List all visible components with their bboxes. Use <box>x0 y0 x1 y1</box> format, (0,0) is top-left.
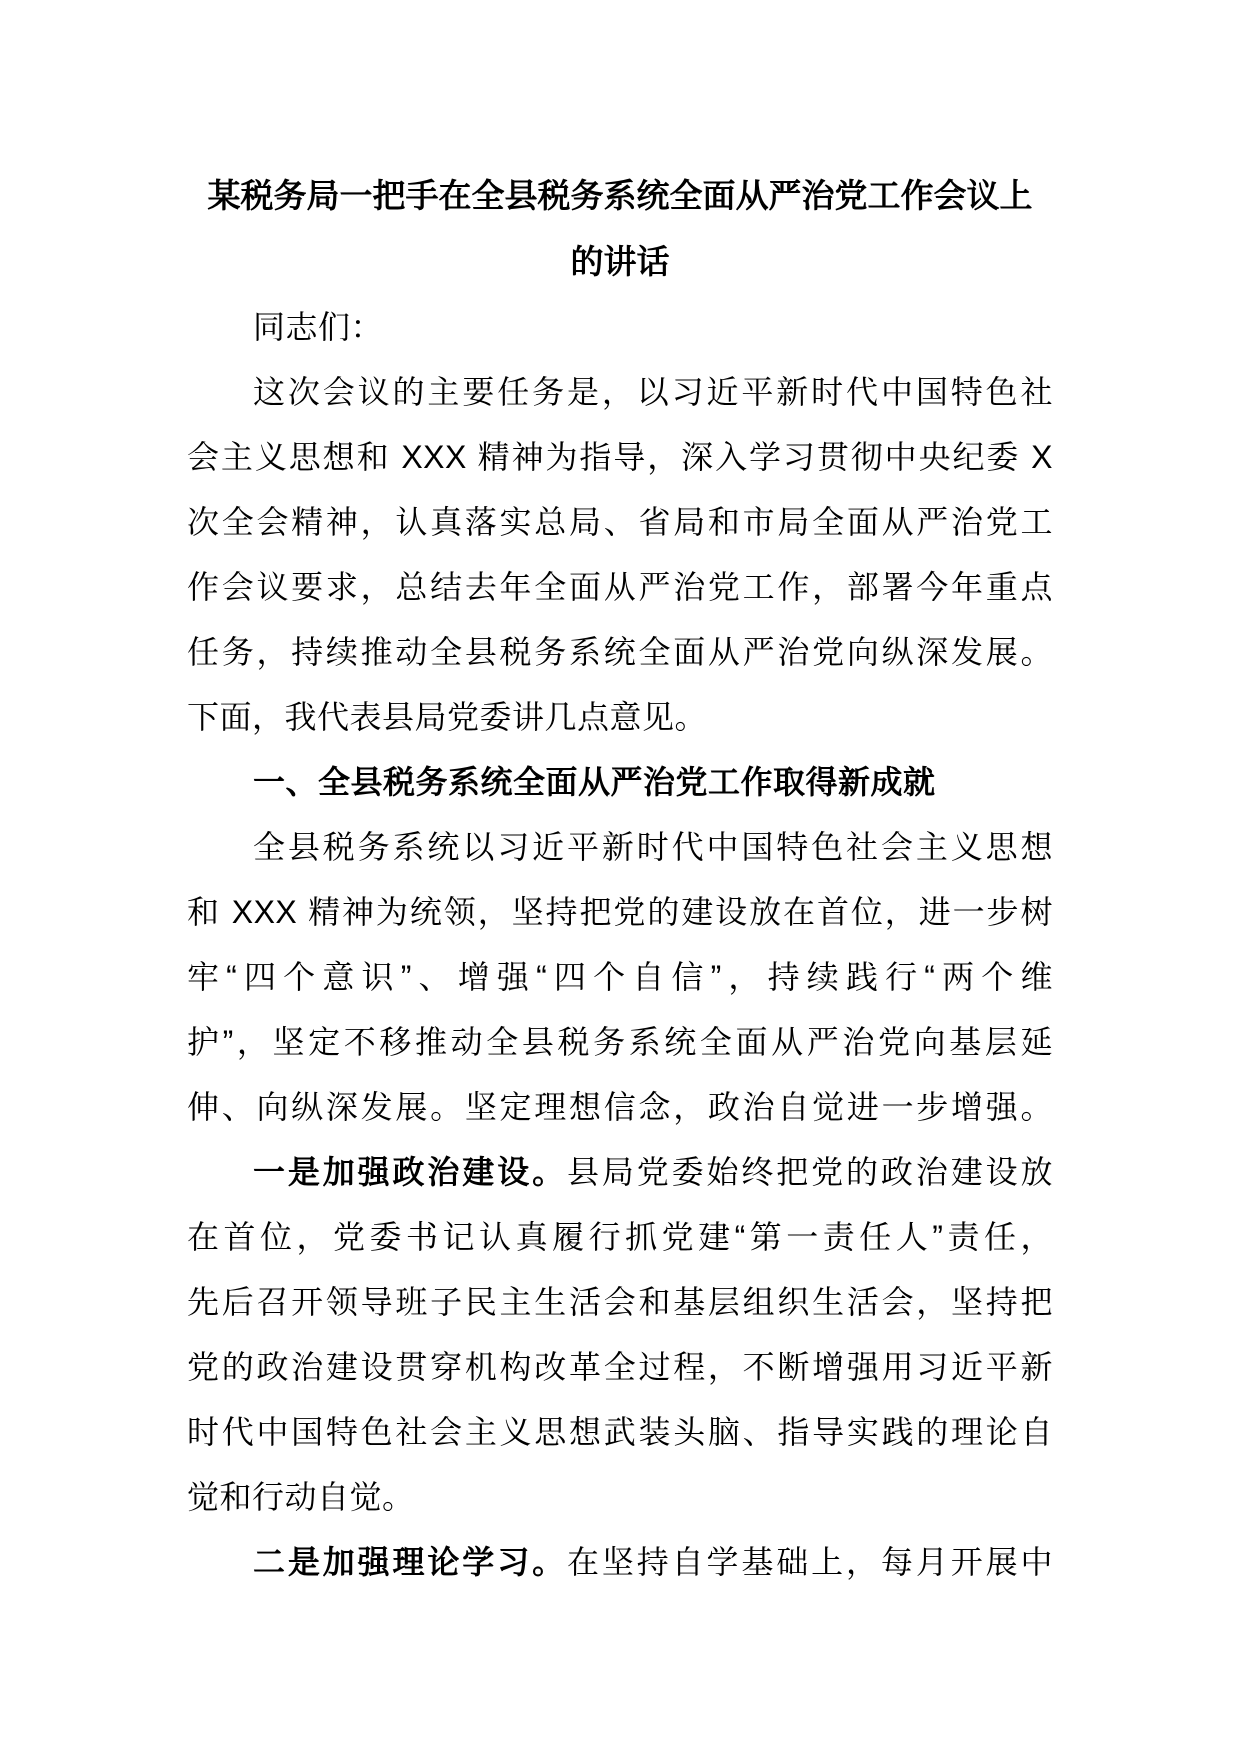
body-line: 次全会精神，认真落实总局、省局和市局全面从严治党工 <box>187 504 1053 540</box>
body-line: 护”，坚定不移推动全县税务系统全面从严治党向基层延 <box>187 1024 1053 1060</box>
body-line: 时代中国特色社会主义思想武装头脑、指导实践的理论自 <box>187 1414 1053 1450</box>
document-title <box>187 163 1053 295</box>
body-line: 先后召开领导班子民主生活会和基层组织生活会，坚持把 <box>187 1284 1053 1320</box>
body-line: 和 XXX 精神为统领，坚持把党的建设放在首位，进一步树 <box>187 894 1053 930</box>
body-line: 作会议要求，总结去年全面从严治党工作，部署今年重点 <box>187 569 1053 605</box>
body-line: 党的政治建设贯穿机构改革全过程，不断增强用习近平新 <box>187 1349 1053 1385</box>
body-line: 下面，我代表县局党委讲几点意见。 <box>187 699 708 735</box>
salutation-line: 同志们： <box>253 309 384 345</box>
line-rest: 在坚持自学基础上，每月开展中 <box>566 1544 1053 1580</box>
body-line: 会主义思想和 XXX 精神为指导，深入学习贯彻中央纪委 X <box>187 439 1053 475</box>
section-heading: 一、全县税务系统全面从严治党工作取得新成就 <box>253 764 936 800</box>
title-line-1: 某税务局一把手在全县税务系统全面从严治党工作会议上 <box>207 177 1033 214</box>
body-line <box>187 1140 1053 1205</box>
bold-lead: 二是加强理论学习。 <box>253 1544 567 1580</box>
body-line: 这次会议的主要任务是，以习近平新时代中国特色社 <box>253 374 1053 410</box>
body-line: 全县税务系统以习近平新时代中国特色社会主义思想 <box>253 829 1053 865</box>
body-line <box>187 1530 1053 1595</box>
bold-lead: 一是加强政治建设。 <box>253 1154 567 1190</box>
body-line: 伸、向纵深发展。坚定理想信念，政治自觉进一步增强。 <box>187 1089 1053 1125</box>
body-line: 任务，持续推动全县税务系统全面从严治党向纵深发展。 <box>187 634 1053 670</box>
body-line: 牢“四个意识”、增强“四个自信”，持续践行“两个维 <box>187 959 1053 995</box>
title-line-2: 的讲话 <box>570 243 670 280</box>
body-line: 在首位，党委书记认真履行抓党建“第一责任人”责任， <box>187 1219 1053 1255</box>
line-rest: 县局党委始终把党的政治建设放 <box>566 1154 1053 1190</box>
body-line: 觉和行动自觉。 <box>187 1479 415 1515</box>
